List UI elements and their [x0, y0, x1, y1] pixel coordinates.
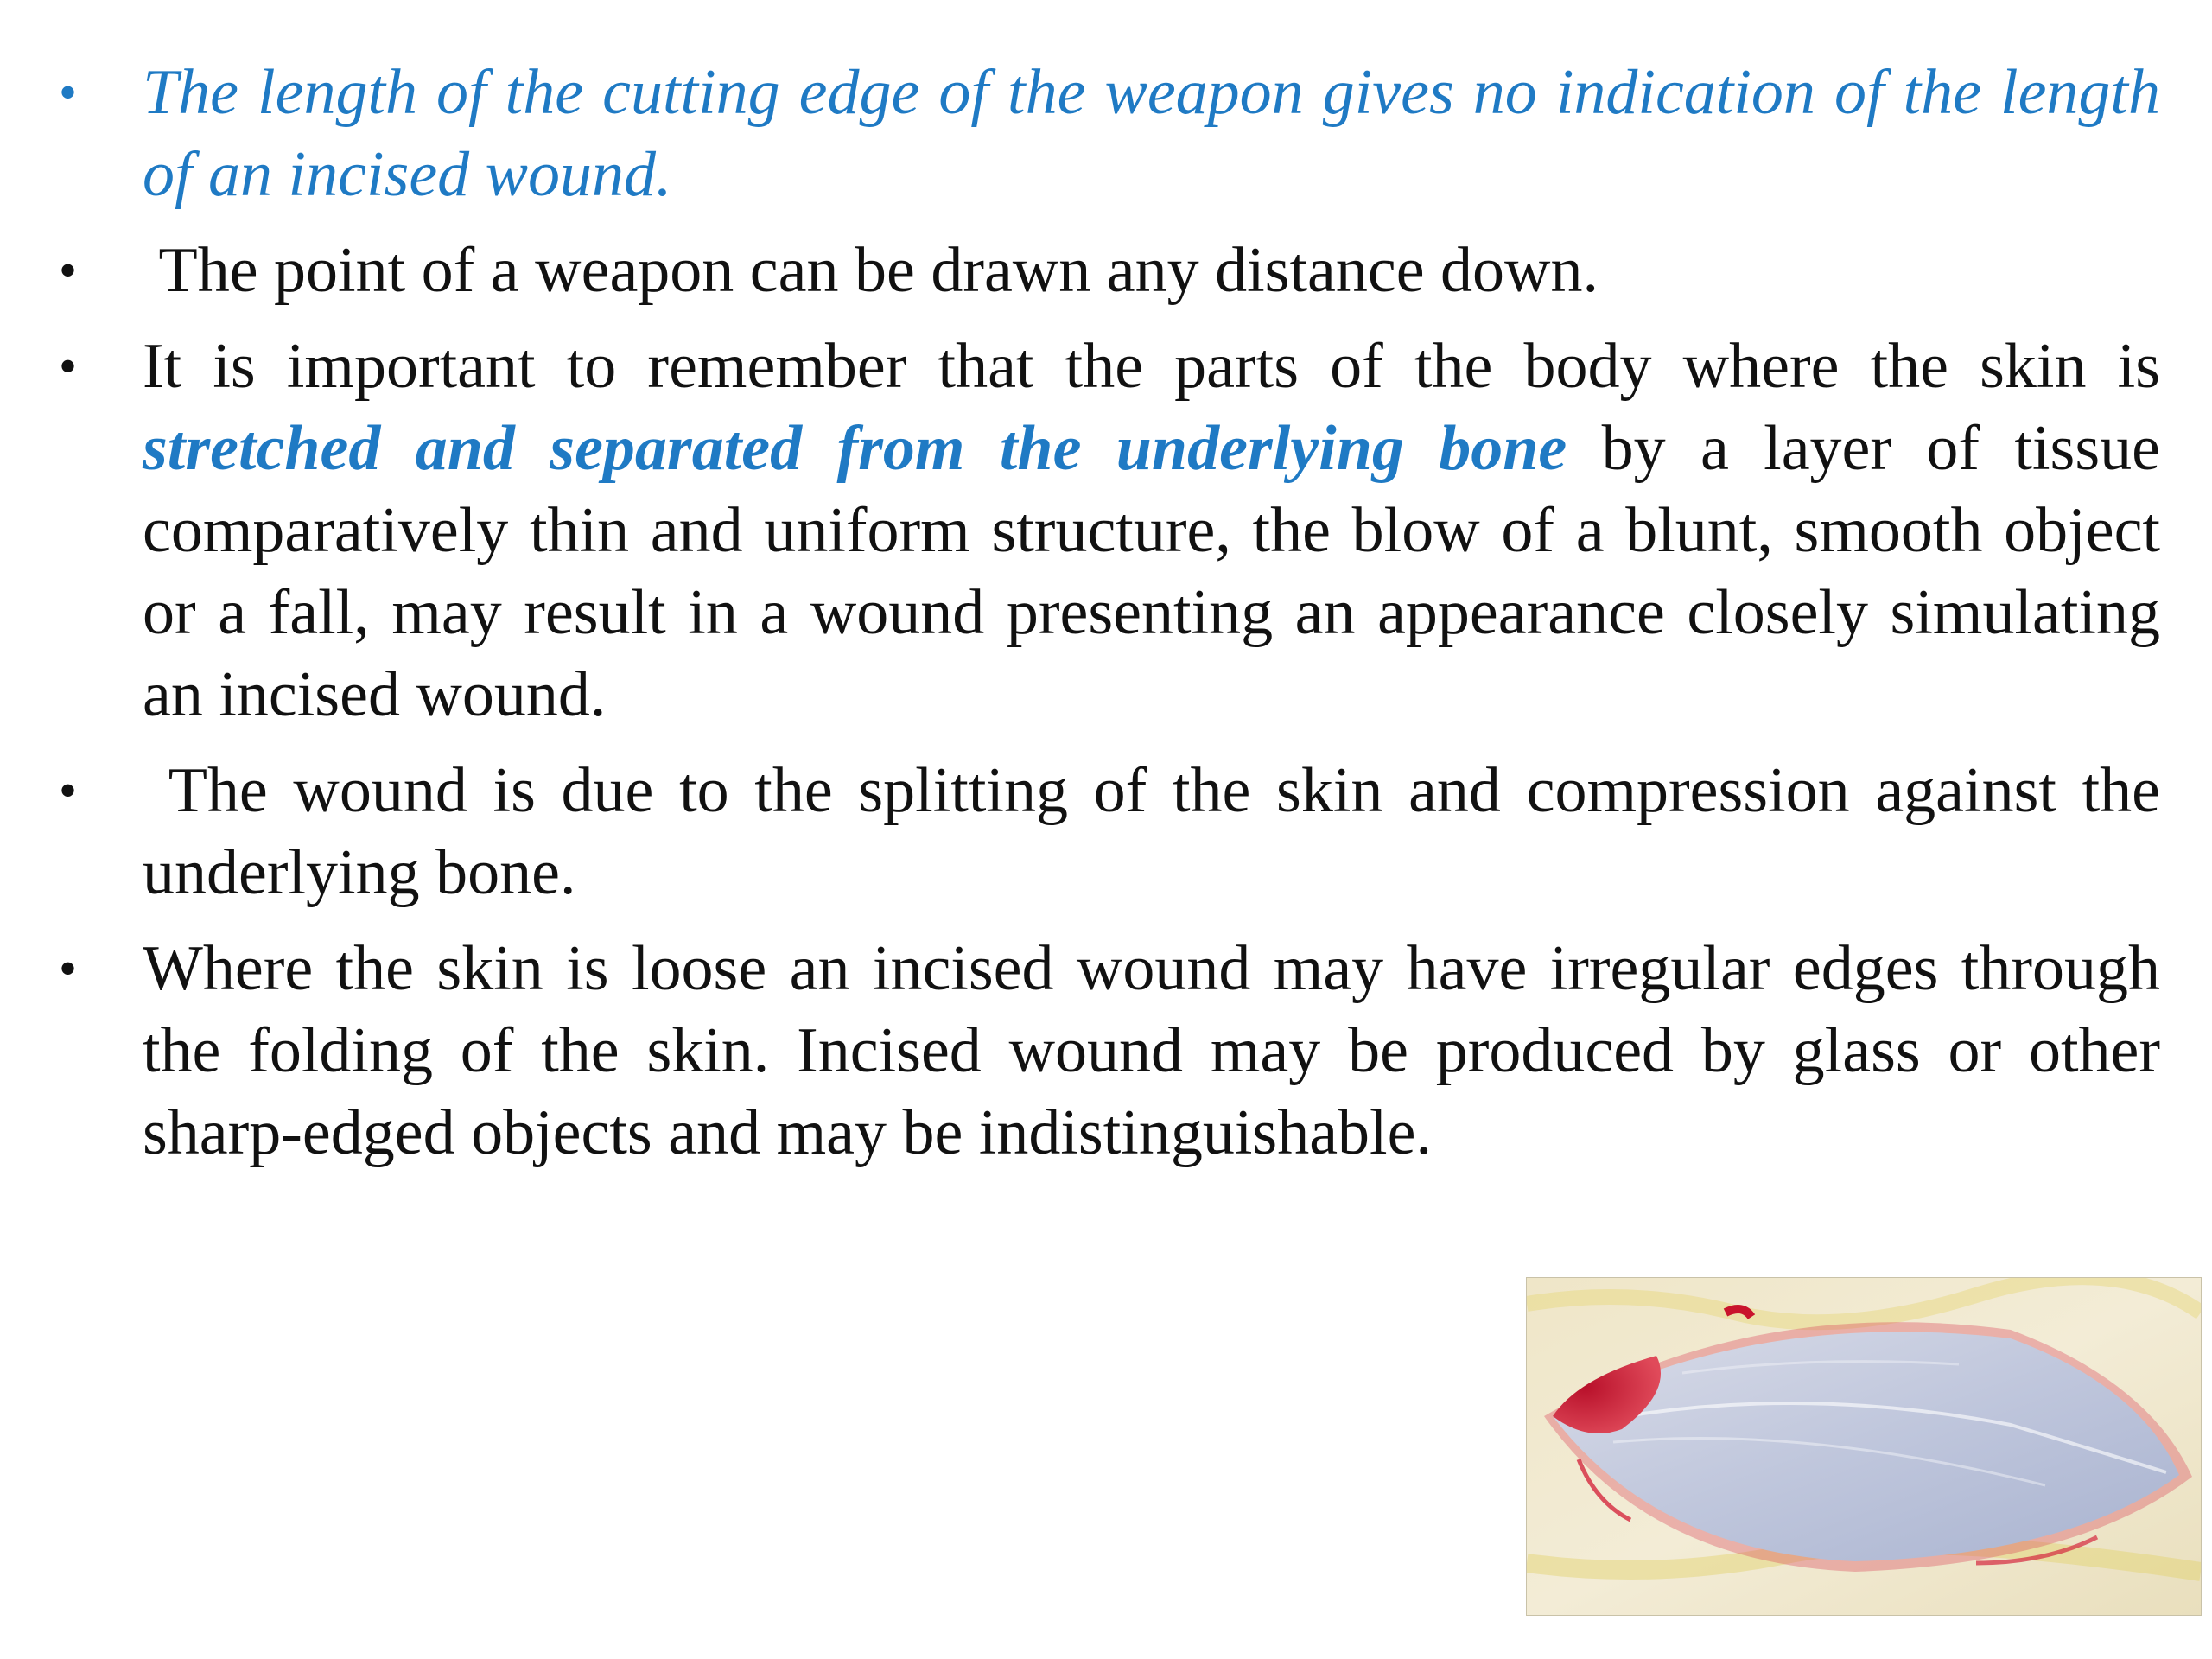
bullet-dot: •	[59, 242, 78, 299]
bullet-item-cutting-edge	[52, 52, 2160, 216]
bullet-list	[52, 52, 2177, 1188]
bullet-text: The point of a weapon can be drawn any distance down.	[143, 235, 1599, 306]
bullet-text-before: It is important to remember that the parts of the body where the skin is	[143, 331, 2160, 402]
incised-wound-photo	[1526, 1277, 2202, 1616]
bullet-text: The wound is due to the splitting of the skin and compression against the underlying bone.	[143, 755, 2177, 908]
bullet-text: The length of the cutting edge of the weapon gives no indication of the length of an incised wound.	[143, 57, 2160, 210]
bullet-item-loose-skin	[52, 928, 2160, 1174]
bullet-item-weapon-point	[52, 230, 2160, 312]
bullet-dot: •	[59, 940, 78, 997]
bullet-item-splitting	[52, 750, 2177, 914]
bullet-text: Where the skin is loose an incised wound may have irregular edges through the folding of the skin. Incised wound may be produced by glass or other sharp-edged objects and may be indistinguishable.	[143, 933, 2160, 1168]
bullet-text-after: by a layer of tissue comparatively thin and uniform structure, the blow of a blunt, smooth object or a fall, may result in a wound presenting an appearance closely simulating an incised wound.	[143, 413, 2160, 730]
bullet-dot: •	[59, 762, 78, 819]
bullet-item-stretched-skin	[52, 326, 2160, 736]
bullet-dot: •	[59, 338, 78, 395]
bullet-emphasis: stretched and separated from the underlying bone	[143, 413, 1567, 484]
bullet-dot: •	[59, 64, 78, 121]
